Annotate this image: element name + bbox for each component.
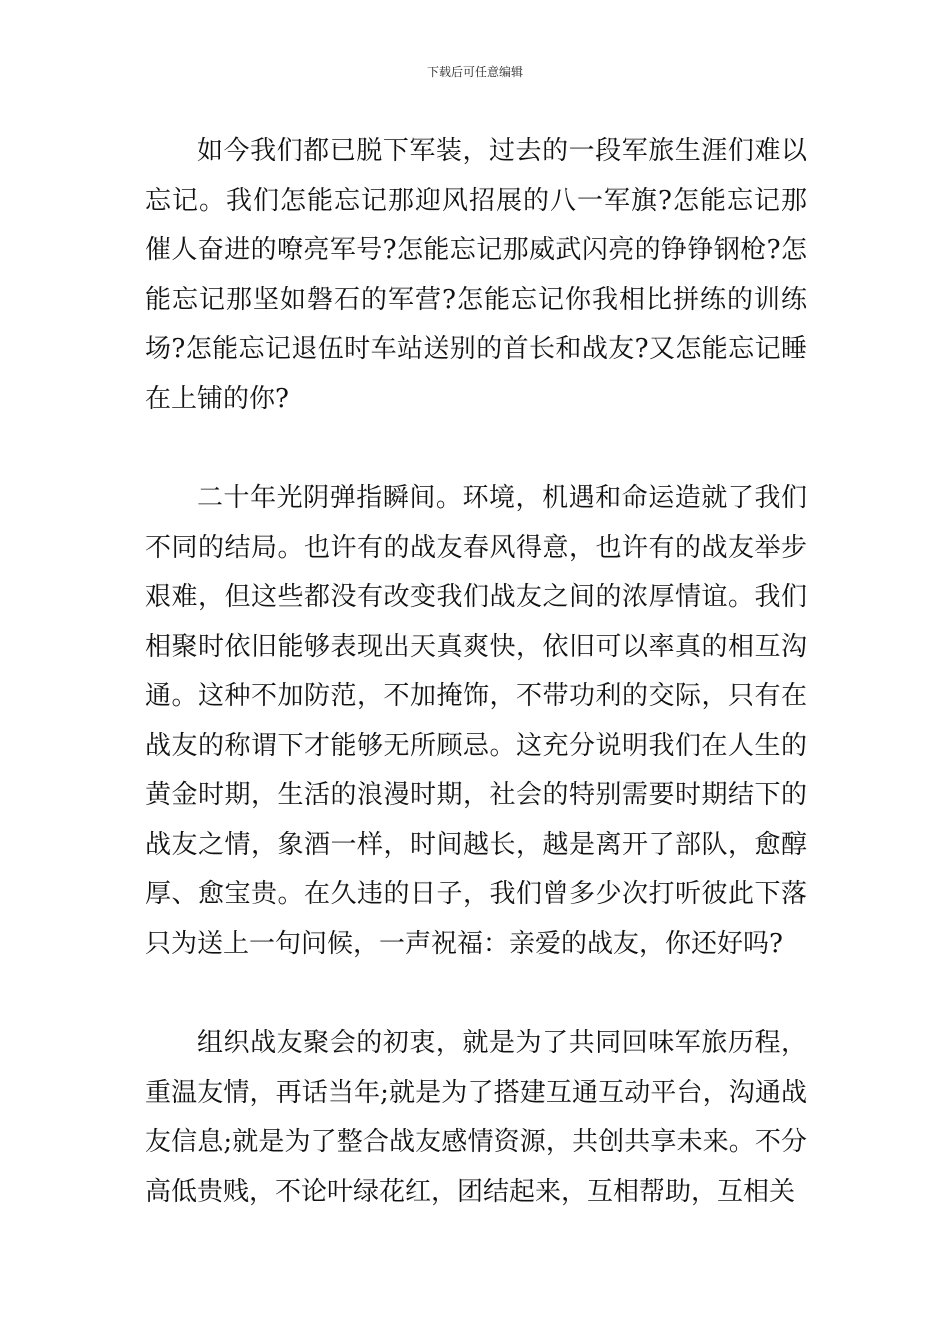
page-header: 下载后可任意编辑: [426, 65, 523, 79]
paragraph-2: 二十年光阴弹指瞬间。环境，机遇和命运造就了我们不同的结局。也许有的战友春风得意，也许有的战友举步艰难，但这些都没有改变我们战友之间的浓厚情谊。我们相聚时依旧能够表现出天真爽快，依旧可以率真的相互沟通。这种不加防范，不加掩饰，不带功利的交际，只有在战友的称谓下才能够无所顾忌。这充分说明我们在人生的黄金时期，生活的浪漫时期，社会的特别需要时期结下的战友之情，象酒一样，时间越长，越是离开了部队，愈醇厚、愈宝贵。在久违的日子，我们曾多少次打听彼此下落只为送上一句问候，一声祝福：亲爱的战友，你还好吗?: [145, 483, 807, 959]
paragraph-1: 如今我们都已脱下军装，过去的一段军旅生涯们难以忘记。我们怎能忘记那迎风招展的八一军旗?怎能忘记那催人奋进的嘹亮军号?怎能忘记那威武闪亮的铮铮钢枪?怎能忘记那坚如磐石的军营?怎能忘记你我相比拼练的训练场?怎能忘记退伍时车站送别的首长和战友?又怎能忘记睡在上铺的你?: [145, 136, 807, 414]
paragraph-3: 组织战友聚会的初衷，就是为了共同回味军旅历程，重温友情，再话当年;就是为了搭建互通互动平台，沟通战友信息;就是为了整合战友感情资源，共创共享未来。不分高低贵贱，不论叶绿花红，团结起来，互相帮助，互相关: [145, 1028, 807, 1207]
